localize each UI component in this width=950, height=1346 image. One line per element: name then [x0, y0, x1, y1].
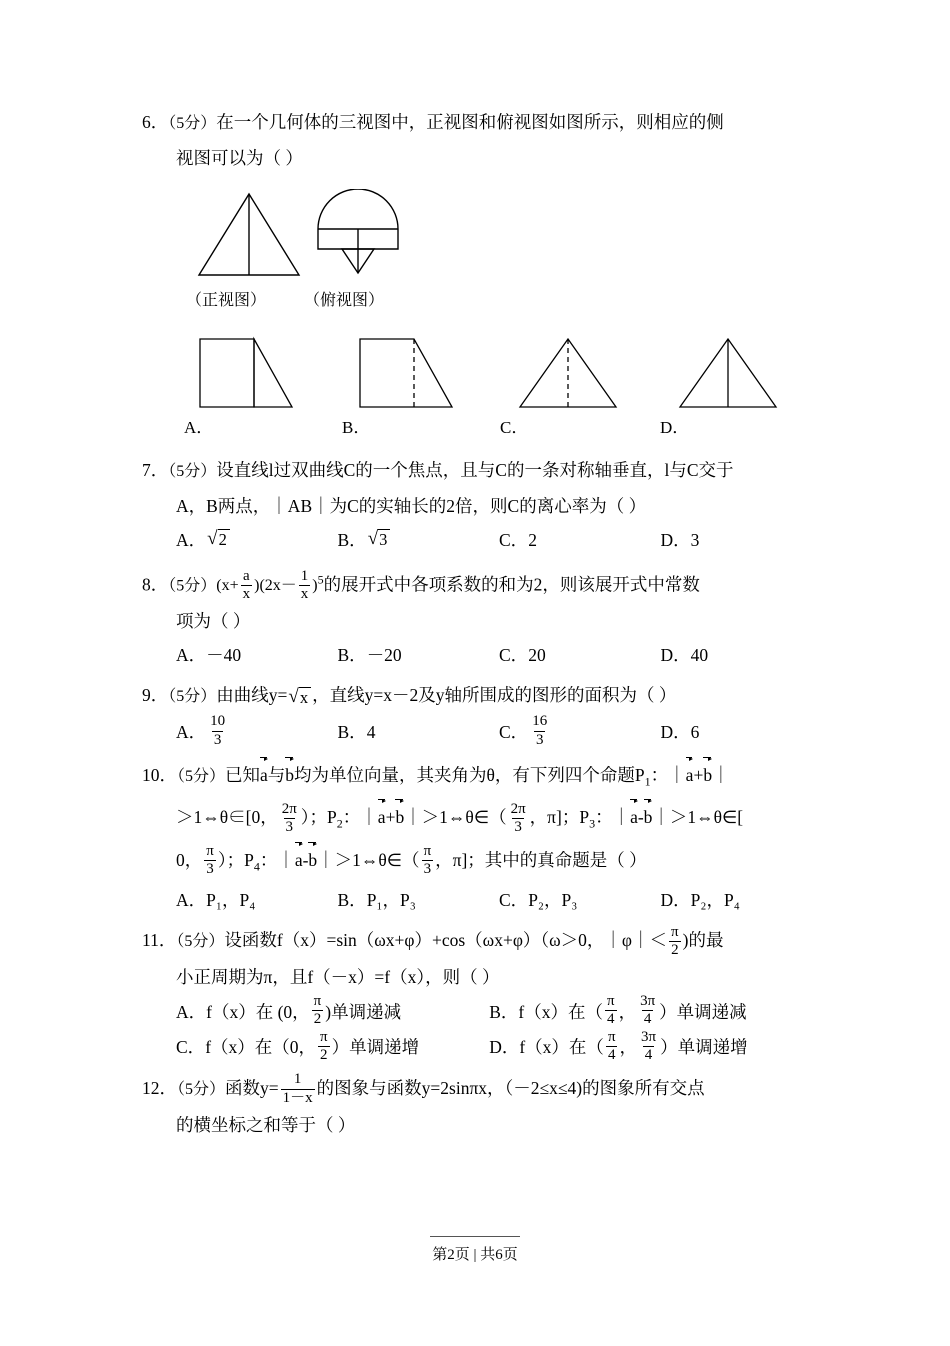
q9-option-d[interactable] — [661, 714, 823, 750]
q11-line1: 11．（5分）设函数f（x）=sin（ωx+φ）+cos（ωx+φ）（ω＞0，｜φ｜＜ $\frac{\pi}{2}$ )的最 — [142, 923, 724, 958]
q10-option-b-label: B． — [337, 890, 367, 911]
option-d-label: D． — [660, 418, 690, 437]
option-d-figure — [672, 333, 792, 411]
fraction: $\frac{3\pi}{4}$ — [641, 1028, 657, 1063]
q12-line1 — [142, 1071, 822, 1108]
vector-a: a — [260, 756, 268, 792]
option-c-label: C． — [500, 418, 529, 437]
fraction: $\frac{\pi}{2}$ — [671, 923, 679, 958]
q7-option-d[interactable] — [661, 523, 823, 557]
q12-text-pre: 函数y= — [225, 1078, 279, 1099]
q11-line2: 小正周期为π，且f（－x）=f（x），则（ ） — [176, 967, 500, 988]
q10-option-d-label: D． — [660, 890, 691, 911]
q7-text2: A，B两点，｜AB｜为C的实轴长的2倍，则C的离心率为（ ） — [176, 496, 647, 516]
q8-text1: 的展开式中各项系数的和为2，则该展开式中常数 — [323, 574, 700, 595]
front-view-label: （正视图） — [186, 292, 267, 309]
question-6 — [142, 105, 822, 437]
q10-score: （5分） — [177, 767, 226, 785]
q8-number: 8． — [142, 574, 169, 595]
q10-option-d[interactable] — [661, 883, 823, 917]
q8-option-c-label: C． — [499, 645, 529, 666]
fraction: $\frac{\pi}{3}$ — [206, 843, 214, 878]
q11-option-c[interactable]: C． f（x）在（0， $\frac{\pi}{2}$ ）单调递增 — [176, 1028, 420, 1063]
q6-score: （5分） — [168, 115, 217, 132]
q9-text-post: ，直线y=x－2及y轴所围成的图形的面积为（ ） — [312, 685, 677, 706]
q7-option-b-label: B． — [337, 530, 367, 550]
q7-options — [142, 523, 822, 557]
q9-option-c-label: C． — [499, 722, 529, 743]
q6-option-figures — [162, 333, 822, 437]
q10-option-a-value: P₁，P₄ — [206, 890, 256, 911]
q12-text-post: 的图象与函数y=2sinπx，（－2≤x≤4)的图象所有交点 — [316, 1078, 705, 1099]
q9-options — [142, 714, 822, 750]
option-a-figure — [192, 333, 302, 411]
fraction: $\frac{\pi}{2}$ — [320, 1028, 328, 1063]
q10-number: 10． — [142, 764, 177, 785]
question-7 — [142, 453, 822, 557]
q8-option-c[interactable] — [499, 638, 661, 672]
page-number-text: 第2页 | 共6页 — [432, 1247, 518, 1263]
footer-divider — [430, 1236, 520, 1237]
sqrt-icon: √ x — [288, 687, 311, 709]
q10-option-a-label: A． — [176, 890, 207, 911]
q6-line2 — [142, 141, 822, 175]
q11-option-d-label: D． — [489, 1037, 520, 1058]
q8-option-d-value: 40 — [690, 645, 709, 666]
q11-options-row2 — [142, 1030, 822, 1066]
q9-number: 9． — [142, 685, 169, 706]
vector-b: b — [285, 756, 294, 792]
q11-options-row1 — [142, 994, 822, 1030]
q11-option-b-label: B． — [489, 1001, 519, 1022]
q8-option-b-value: －20 — [366, 645, 402, 666]
q6-text1: 在一个几何体的三视图中，正视图和俯视图如图所示，则相应的侧 — [216, 112, 724, 132]
q12-line2 — [142, 1108, 822, 1142]
q12-text2: 的横坐标之和等于（ ） — [176, 1114, 356, 1135]
q7-line2 — [142, 489, 822, 523]
q6-line1 — [142, 105, 822, 141]
q7-line1 — [142, 453, 822, 489]
question-9 — [142, 678, 822, 750]
q7-option-c-value: 2 — [528, 530, 537, 550]
exam-content — [142, 105, 822, 1148]
q8-option-a[interactable] — [176, 638, 338, 672]
fraction: $\frac{1}{x}$ — [300, 567, 309, 603]
fraction: $\frac{\pi}{4}$ — [606, 993, 615, 1028]
q8-option-a-label: A． — [176, 645, 207, 666]
q9-option-b[interactable] — [338, 714, 500, 750]
q8-expr: (x+ $\frac{a}{x}$ )(2x－ $\frac{1}{x}$ )$^5$ — [216, 567, 324, 603]
fraction: $\frac{\pi}{3}$ — [423, 843, 432, 878]
q9-option-b-label: B． — [337, 722, 367, 743]
q10-option-c-label: C． — [499, 890, 529, 911]
fraction: $\frac{3\pi}{4}$ — [640, 993, 656, 1028]
q10-option-b-value: P₁，P₃ — [366, 890, 416, 911]
q6-number: 6． — [142, 112, 169, 132]
question-12 — [142, 1071, 822, 1142]
question-10 — [142, 756, 822, 918]
q11-number: 11． — [142, 930, 177, 951]
fraction: $\frac{2\pi}{3}$ — [281, 800, 297, 835]
q10-line3: 0， $\frac{\pi}{3}$ ）；$P_4$：｜a-b｜＞1⇔θ∈（ $\frac{\pi}{3}$ ，π]；其中的真命题是（ ） — [142, 841, 822, 884]
q7-option-a-label: A． — [176, 530, 207, 550]
q7-option-c-label: C． — [499, 530, 529, 550]
q11-score: （5分） — [176, 933, 225, 951]
q11-option-c-label: C． — [176, 1037, 206, 1058]
sqrt-icon: √ 2 — [207, 529, 230, 551]
q8-text2: 项为（ ） — [176, 611, 251, 632]
q10-option-c-value: P₂，P₃ — [528, 890, 578, 911]
q9-score: （5分） — [168, 688, 217, 706]
top-view-label: （俯视图） — [304, 292, 385, 309]
fraction: $\frac{a}{x}$ — [242, 567, 251, 603]
q8-options — [142, 638, 822, 672]
q8-option-b[interactable] — [338, 638, 500, 672]
q11-option-b[interactable]: B． f（x）在（ $\frac{\pi}{4}$ ， $\frac{3\pi}{4}$ ）单调递减 — [489, 993, 747, 1028]
q10-option-b[interactable] — [338, 883, 500, 917]
q9-option-d-value: 6 — [690, 722, 700, 743]
question-8 — [142, 563, 822, 672]
q8-score: （5分） — [168, 577, 217, 595]
sqrt-icon: √ 3 — [368, 529, 391, 551]
q11-option-a-label: A． — [176, 1001, 207, 1022]
q8-line1 — [142, 563, 822, 604]
option-b-label: B． — [342, 418, 371, 437]
q8-option-b-label: B． — [337, 645, 367, 666]
option-b-figure — [352, 333, 472, 411]
q10-option-c[interactable] — [499, 883, 661, 917]
front-view-figure — [194, 189, 304, 281]
q11-option-a[interactable]: A． f（x）在 (0， $\frac{\pi}{2}$ )单调递减 — [176, 993, 402, 1028]
q9-line1 — [142, 678, 822, 714]
fraction: $\frac{16}{3}$ — [532, 713, 548, 748]
q12-score: （5分） — [177, 1081, 226, 1099]
q8-option-d[interactable] — [661, 638, 823, 672]
fraction: $\frac{\pi}{2}$ — [313, 993, 322, 1028]
q10-line1: 10．（5分）已知a与b均为单位向量，其夹角为θ，有下列四个命题$P_1$：｜a+b｜ — [142, 756, 822, 799]
q9-option-d-label: D． — [660, 722, 691, 743]
q7-option-d-value: 3 — [690, 530, 700, 550]
q9-option-a-label: A． — [176, 722, 207, 743]
option-c-figure — [512, 333, 632, 411]
q10-line2: ＞1⇔θ∈[0， $\frac{2\pi}{3}$ ）；$P_2$：｜a+b｜＞1⇔θ∈（ $\frac{2\pi}{3}$ ，π]；$P_3$：｜a-b｜＞1⇔θ∈[ — [142, 798, 822, 841]
q11-option-d[interactable]: D． f（x）在（ $\frac{\pi}{4}$ ， $\frac{3\pi}{4}$ ）单调递增 — [489, 1028, 748, 1063]
q10-option-d-value: P₂，P₄ — [690, 890, 740, 911]
q9-text-pre: 由曲线y= — [216, 685, 288, 706]
q7-text1: 设直线l过双曲线C的一个焦点，且与C的一条对称轴垂直，l与C交于 — [216, 460, 734, 480]
q7-option-a[interactable] — [176, 523, 338, 557]
q9-option-b-value: 4 — [366, 722, 376, 743]
q7-score: （5分） — [168, 463, 217, 480]
q8-option-d-label: D． — [660, 645, 691, 666]
q9-option-a[interactable] — [176, 714, 338, 750]
q12-number: 12． — [142, 1078, 177, 1099]
q7-option-c[interactable] — [499, 523, 661, 557]
top-view-figure — [306, 189, 416, 281]
q8-line2 — [142, 604, 822, 638]
fraction: $\frac{\pi}{4}$ — [607, 1028, 616, 1063]
question-11 — [142, 923, 822, 1065]
q10-options — [142, 883, 822, 917]
fraction: $\frac{1}{1-x}$ — [282, 1071, 313, 1106]
q9-option-c[interactable] — [499, 714, 661, 750]
q8-option-c-value: 20 — [528, 645, 546, 666]
q6-text2: 视图可以为（ ） — [176, 148, 303, 168]
page-footer — [0, 1243, 950, 1264]
q7-number: 7． — [142, 460, 169, 480]
q10-option-a[interactable] — [176, 883, 338, 917]
q8-option-a-value: －40 — [206, 645, 242, 666]
fraction: $\frac{2\pi}{3}$ — [510, 800, 526, 835]
option-a-label: A． — [184, 418, 214, 437]
q7-option-d-label: D． — [660, 530, 691, 550]
q7-option-b[interactable] — [338, 523, 500, 557]
fraction: $\frac{10}{3}$ — [210, 713, 226, 748]
